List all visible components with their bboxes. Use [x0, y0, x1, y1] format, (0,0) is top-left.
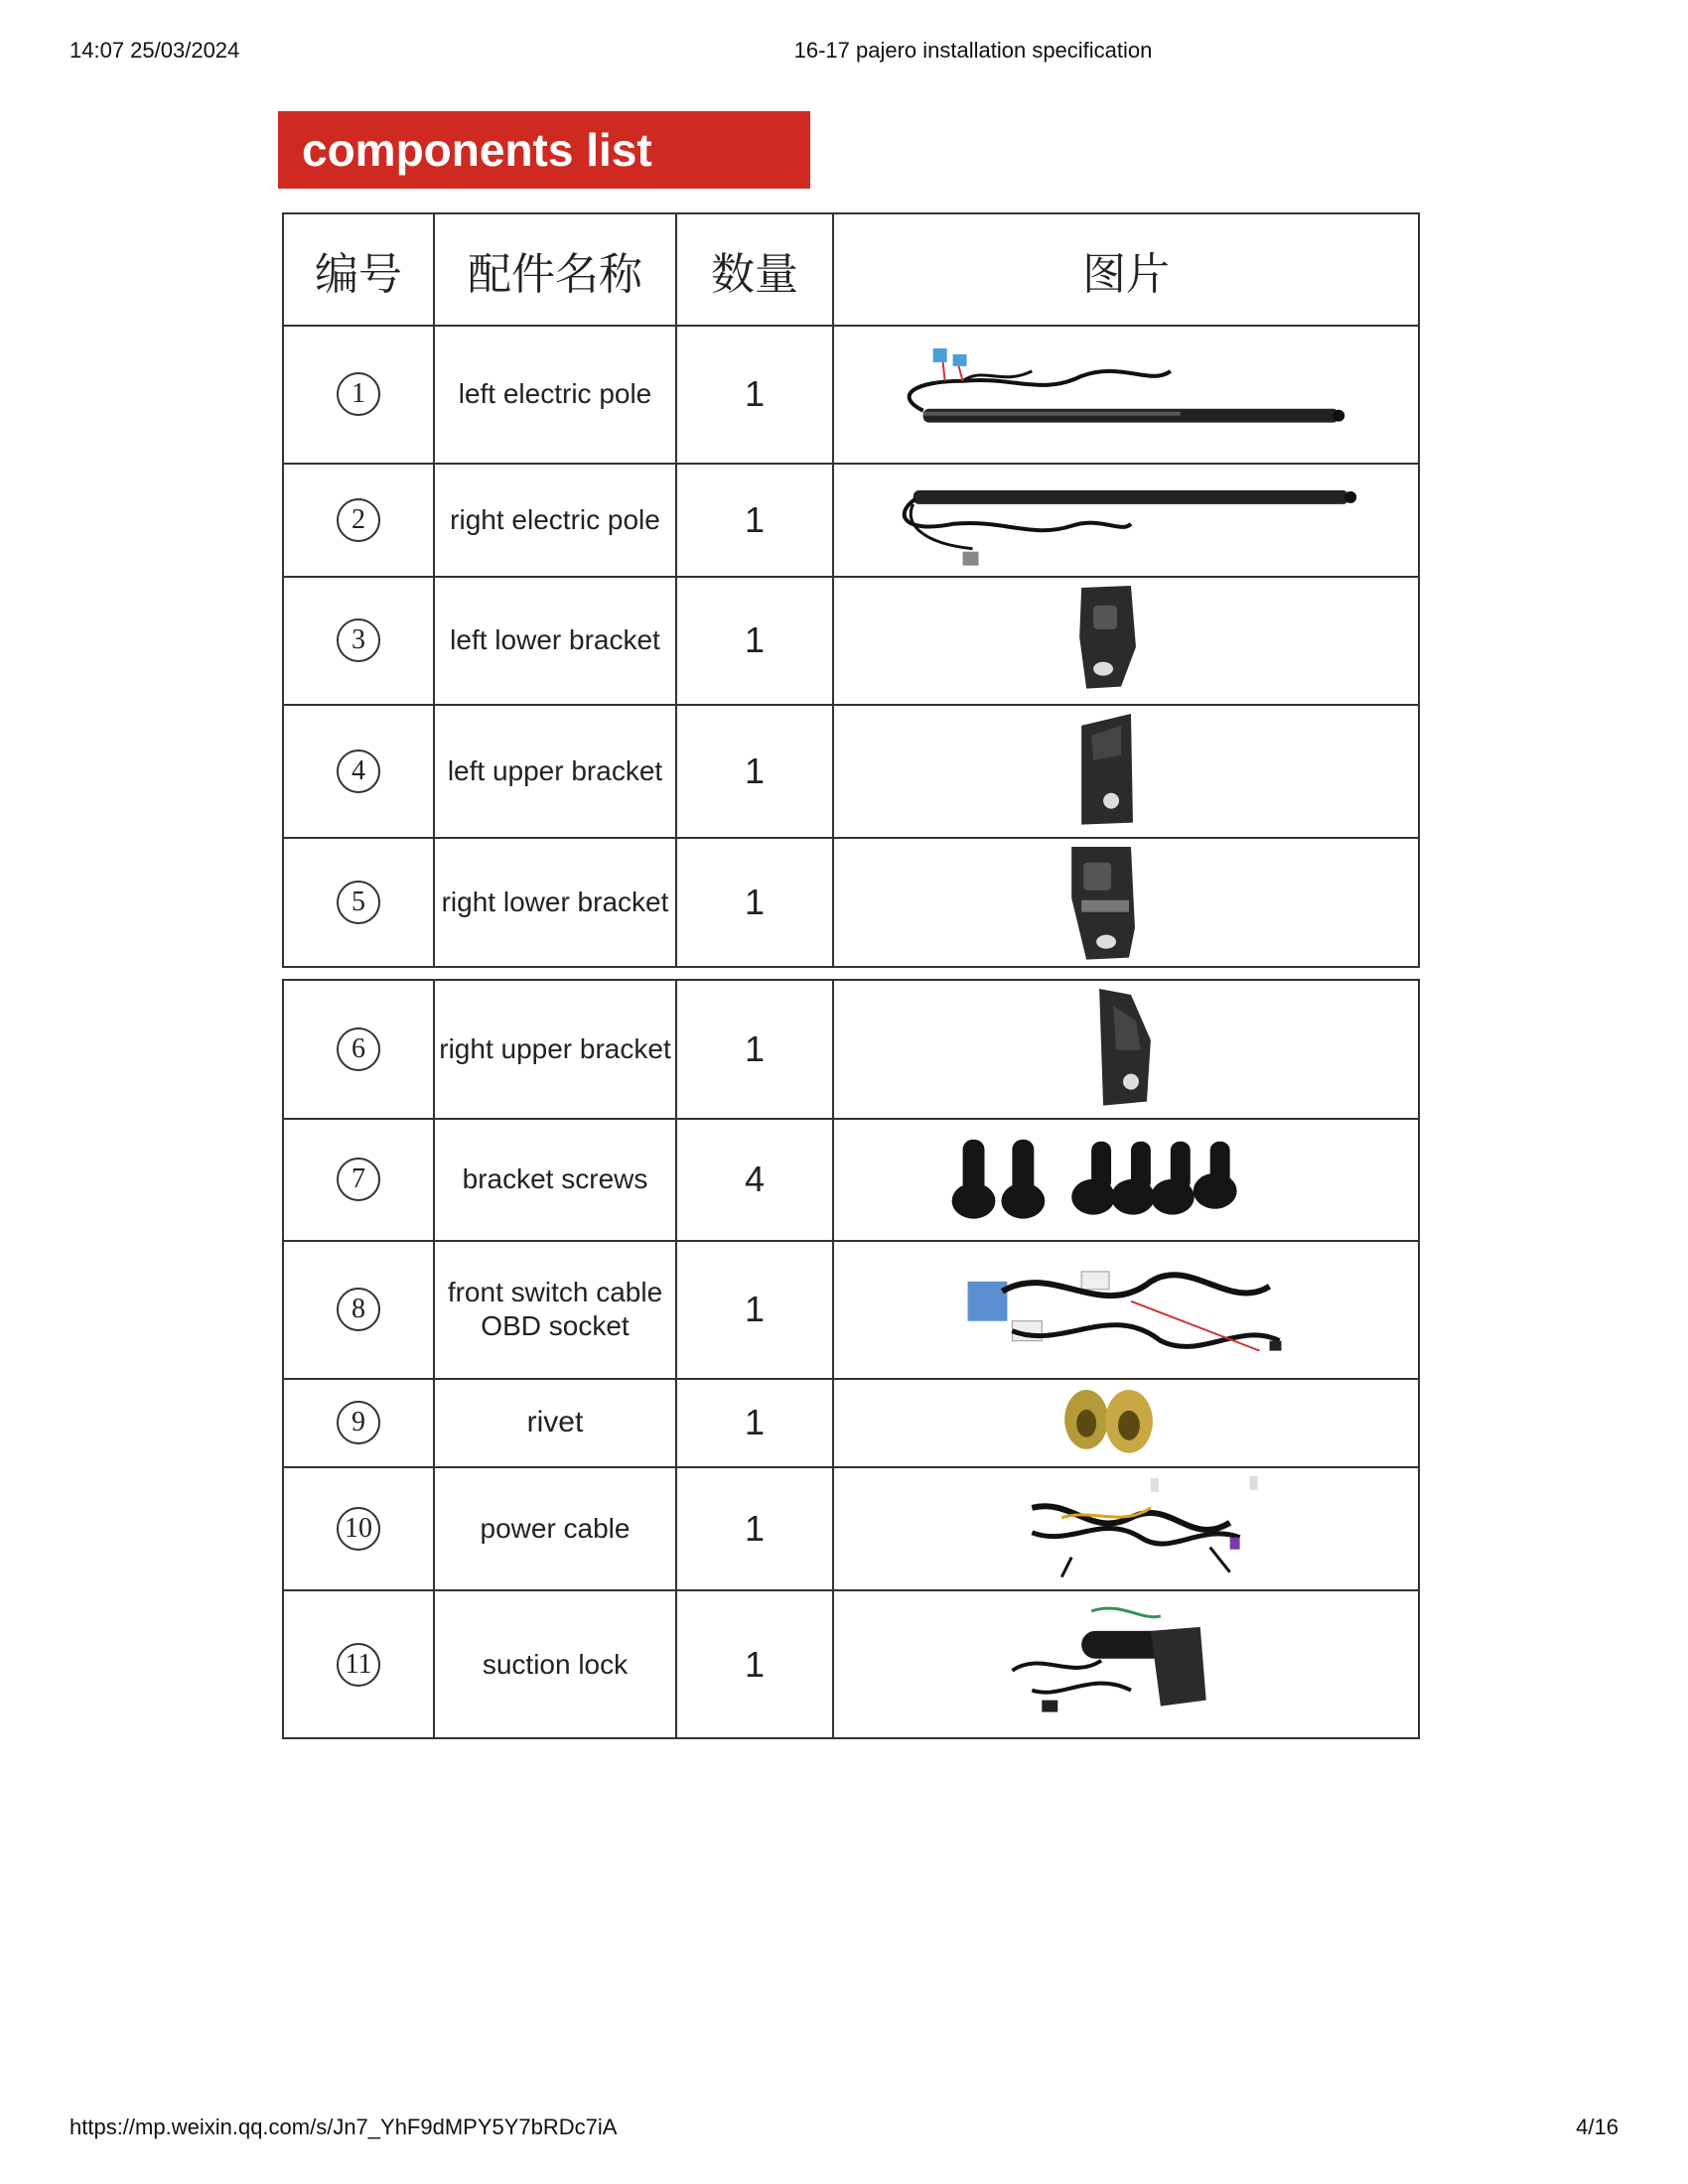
rivet-icon [834, 1380, 1418, 1467]
row-name: right upper bracket [439, 1032, 671, 1064]
row-qty: 1 [744, 1508, 766, 1550]
print-datetime: 14:07 25/03/2024 [70, 38, 240, 63]
row-number: 6 [337, 1027, 380, 1071]
suction-lock-icon [834, 1591, 1418, 1737]
section-banner: components list [278, 111, 810, 189]
row-name: front switch cable OBD socket [447, 1277, 663, 1342]
bracket-icon [834, 706, 1418, 838]
row-qty: 1 [744, 1289, 766, 1330]
page-number: 4/16 [1576, 2115, 1618, 2139]
row-name: right electric pole [450, 503, 660, 535]
bracket-photo [833, 980, 1419, 1119]
electric-pole-photo [833, 326, 1419, 464]
row-number: 8 [337, 1288, 380, 1331]
table-row [283, 577, 1419, 705]
table-row [283, 464, 1419, 578]
row-number: 9 [337, 1401, 380, 1444]
screws-icon [834, 1120, 1418, 1241]
row-name: rivet [526, 1406, 584, 1439]
rivet-photo [833, 1379, 1419, 1468]
table-header-row [283, 213, 1419, 326]
row-name: bracket screws [462, 1163, 648, 1195]
bracket-icon [834, 839, 1418, 966]
row-number: 5 [337, 881, 380, 924]
bracket-photo [833, 577, 1419, 705]
row-name: suction lock [482, 1648, 629, 1680]
row-number: 1 [337, 372, 380, 416]
row-qty: 1 [744, 373, 766, 415]
cable-harness-icon [834, 1242, 1418, 1378]
row-number: 7 [337, 1158, 380, 1201]
suction-lock-photo [833, 1590, 1419, 1738]
print-title: 16-17 pajero installation specification [793, 38, 1153, 63]
power-cable-photo [833, 1467, 1419, 1590]
table-row [283, 838, 1419, 967]
screws-photo [833, 1119, 1419, 1242]
electric-pole-photo [833, 464, 1419, 578]
row-qty: 1 [744, 619, 766, 661]
row-qty: 1 [744, 750, 766, 791]
row-number: 4 [337, 750, 380, 793]
row-name: power cable [480, 1513, 631, 1545]
row-number: 10 [337, 1507, 380, 1551]
row-qty: 1 [744, 1027, 766, 1069]
table-row [283, 1119, 1419, 1242]
bracket-icon [834, 981, 1418, 1118]
row-name: right lower bracket [441, 887, 669, 918]
components-table [282, 212, 1420, 968]
print-url: https://mp.weixin.qq.com/s/Jn7_YhF9dMPY5Y7bRDc7iA [70, 2115, 618, 2139]
row-name: left upper bracket [447, 754, 663, 786]
bracket-icon [834, 578, 1418, 704]
row-number: 11 [337, 1643, 380, 1687]
header-no: 编号 [283, 213, 434, 326]
electric-pole-icon [834, 465, 1418, 577]
electric-pole-icon [834, 327, 1418, 463]
header-name: 配件名称 [434, 213, 676, 326]
row-name: left electric pole [458, 378, 652, 410]
power-cable-icon [834, 1468, 1418, 1589]
row-number: 3 [337, 618, 380, 662]
row-qty: 1 [744, 498, 766, 540]
bracket-photo [833, 838, 1419, 967]
bracket-photo [833, 705, 1419, 839]
header-picture: 图片 [833, 213, 1419, 326]
table-row [283, 1379, 1419, 1468]
row-qty: 1 [744, 882, 766, 923]
row-qty: 4 [744, 1159, 766, 1200]
table-row [283, 1241, 1419, 1379]
row-qty: 1 [744, 1402, 766, 1443]
table-row [283, 326, 1419, 464]
components-table-continued [282, 979, 1420, 1739]
row-number: 2 [337, 498, 380, 542]
table-row [283, 1590, 1419, 1738]
cable-harness-photo [833, 1241, 1419, 1379]
header-qty: 数量 [676, 213, 833, 326]
table-row [283, 705, 1419, 839]
table-row [283, 1467, 1419, 1590]
table-row [283, 980, 1419, 1119]
row-qty: 1 [744, 1643, 766, 1685]
row-name: left lower bracket [450, 624, 660, 656]
